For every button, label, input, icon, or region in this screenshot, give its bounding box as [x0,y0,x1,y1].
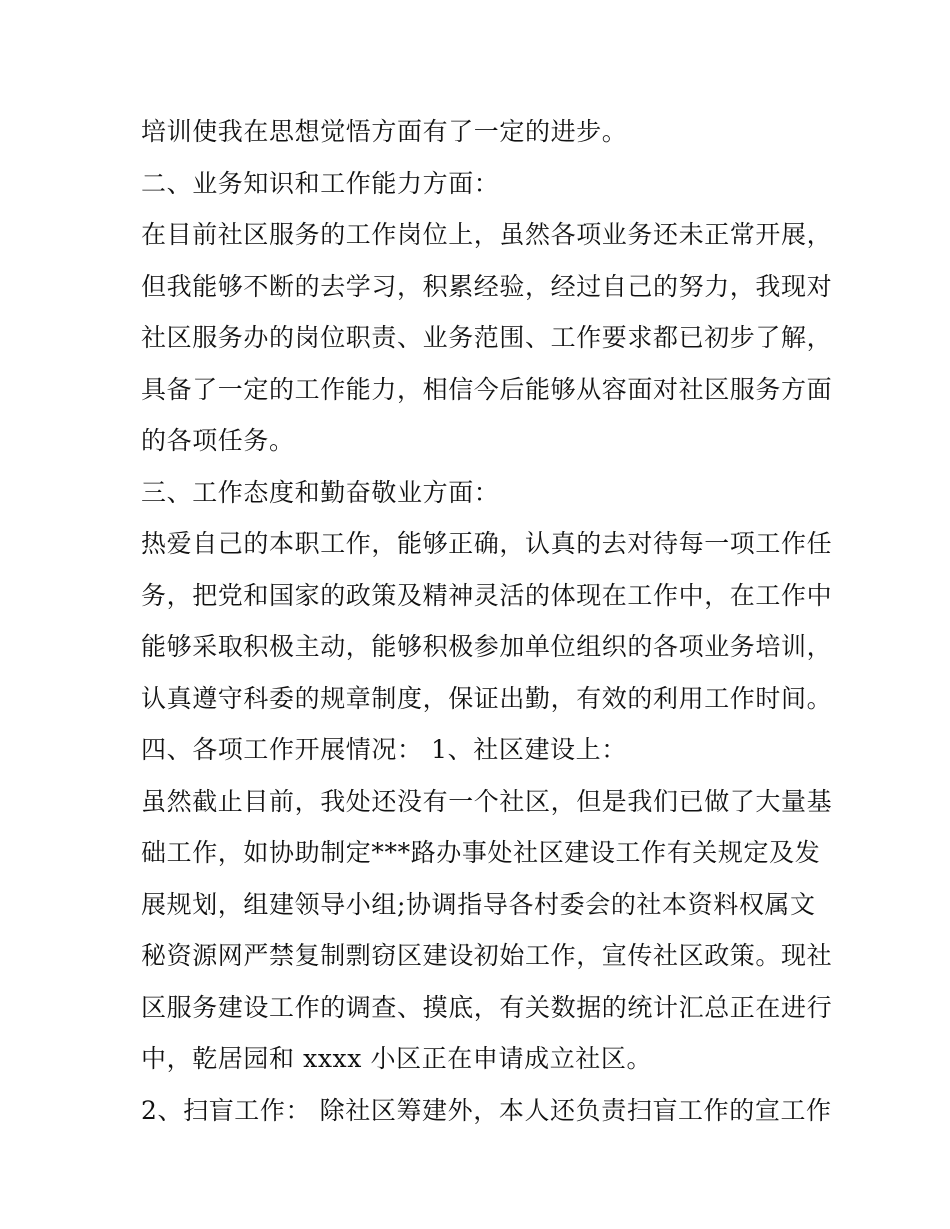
text-line: 区服务建设工作的调查、摸底，有关数据的统计汇总正在进行 [141,992,833,1022]
section-heading: 二、业务知识和工作能力方面： [141,168,500,198]
text-line: 认真遵守科委的规章制度，保证出勤，有效的利用工作时间。 [141,683,833,713]
text-line: 培训使我在思想觉悟方面有了一定的进步。 [141,117,628,146]
section-heading: 四、各项工作开展情况： 1、社区建设上： [141,735,627,764]
text-line: 秘资源网严禁复制剽窃区建设初始工作，宣传社区政策。现社 [141,941,833,970]
text-line: 展规划，组建领导小组;协调指导各村委会的社本资料权属文 [141,889,816,919]
text-line: 热爱自己的本职工作，能够正确，认真的去对待每一项工作任 [141,529,833,558]
text-line: 具备了一定的工作能力，相信今后能够从容面对社区服务方面 [141,374,833,404]
text-line: 能够采取积极主动，能够积极参加单位组织的各项业务培训， [141,632,833,661]
text-line: 中，乾居园和 xxxx 小区正在申请成立社区。 [141,1044,653,1073]
text-line: 虽然截止目前，我处还没有一个社区，但是我们已做了大量基 [141,786,833,816]
text-line: 务，把党和国家的政策及精神灵活的体现在工作中，在工作中 [141,580,833,610]
text-line: 在目前社区服务的工作岗位上，虽然各项业务还未正常开展， [141,220,833,249]
text-line: 的各项任务。 [141,426,295,455]
text-line: 社区服务办的岗位职责、业务范围、工作要求都已初步了解， [141,323,833,352]
text-line: 但我能够不断的去学习，积累经验，经过自己的努力，我现对 [141,271,833,301]
document-body [141,106,833,1136]
section-heading: 三、工作态度和勤奋敬业方面： [141,477,500,507]
text-line: 2、扫盲工作： 除社区筹建外，本人还负责扫盲工作的宣工作 [141,1095,832,1125]
text-line: 础工作，如协助制定***路办事处社区建设工作有关规定及发 [141,838,821,867]
